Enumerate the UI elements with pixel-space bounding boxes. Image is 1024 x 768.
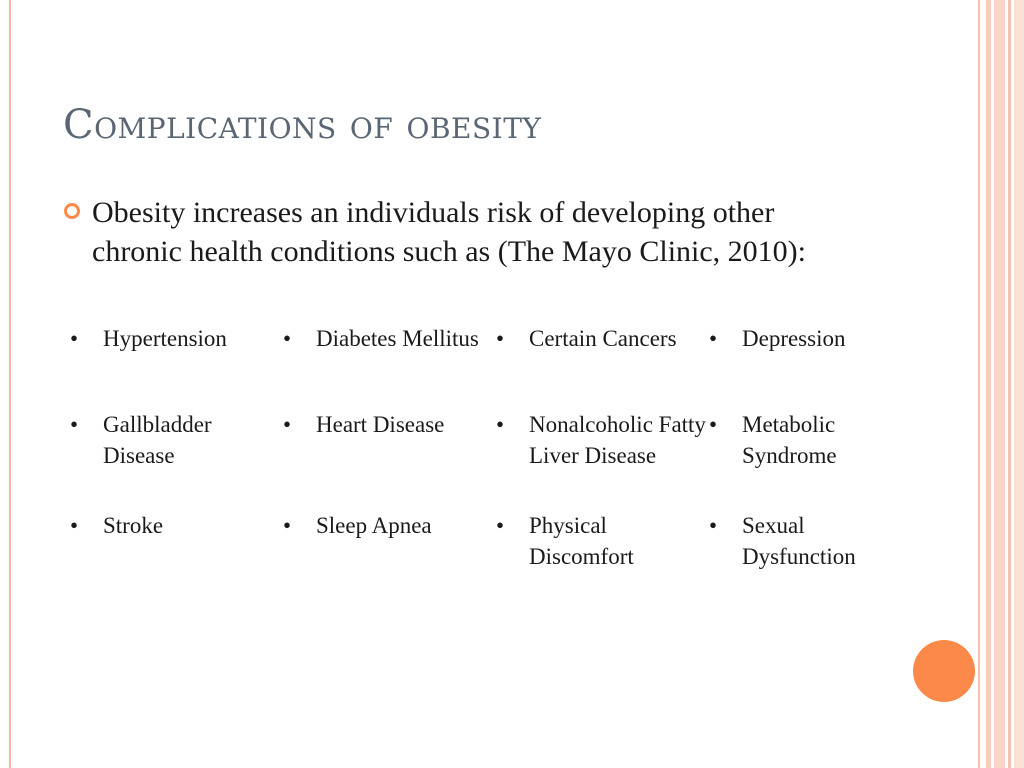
bullet-dot-icon: • bbox=[283, 412, 292, 437]
bullet-dot-icon: • bbox=[70, 513, 79, 538]
condition-label: Sexual Dysfunction bbox=[742, 513, 856, 569]
condition-item bbox=[707, 409, 924, 510]
bullet-dot-icon: • bbox=[709, 412, 718, 437]
condition-item bbox=[281, 323, 494, 409]
conditions-grid bbox=[68, 323, 924, 590]
condition-label: Stroke bbox=[103, 513, 164, 538]
intro-text: Obesity increases an individuals risk of developing other chronic health conditions such as (The Mayo Clinic, 2010): bbox=[92, 196, 807, 268]
stripe bbox=[1014, 0, 1024, 768]
condition-item bbox=[494, 510, 707, 590]
bullet-dot-icon: • bbox=[283, 513, 292, 538]
condition-item bbox=[281, 510, 494, 590]
stripe bbox=[1008, 0, 1011, 768]
stripe bbox=[994, 0, 1005, 768]
condition-label: Metabolic Syndrome bbox=[742, 412, 837, 468]
condition-item bbox=[494, 409, 707, 510]
condition-label: Hypertension bbox=[103, 326, 227, 351]
condition-label: Physical Discomfort bbox=[529, 513, 634, 569]
condition-label: Heart Disease bbox=[316, 412, 445, 437]
bullet-dot-icon: • bbox=[283, 326, 292, 351]
ring-bullet-icon bbox=[64, 203, 80, 219]
condition-item bbox=[494, 323, 707, 409]
right-decorative-stripes bbox=[978, 0, 1024, 768]
bullet-dot-icon: • bbox=[70, 326, 79, 351]
condition-item bbox=[68, 409, 281, 510]
condition-item bbox=[707, 510, 924, 590]
bullet-dot-icon: • bbox=[709, 326, 718, 351]
condition-label: Sleep Apnea bbox=[316, 513, 432, 538]
bullet-dot-icon: • bbox=[496, 326, 505, 351]
bullet-dot-icon: • bbox=[496, 412, 505, 437]
condition-item bbox=[281, 409, 494, 510]
condition-item bbox=[68, 510, 281, 590]
condition-label: Certain Cancers bbox=[529, 326, 677, 351]
bullet-dot-icon: • bbox=[496, 513, 505, 538]
condition-label: Nonalcoholic Fatty Liver Disease bbox=[529, 412, 706, 468]
left-border-line bbox=[9, 0, 11, 768]
condition-label: Gallbladder Disease bbox=[103, 412, 212, 468]
bullet-dot-icon: • bbox=[709, 513, 718, 538]
slide-title: Complications of obesity bbox=[63, 102, 542, 148]
condition-label: Diabetes Mellitus bbox=[316, 326, 479, 351]
orange-circle-decoration bbox=[913, 640, 975, 702]
condition-item bbox=[68, 323, 281, 409]
stripe bbox=[978, 0, 980, 768]
bullet-dot-icon: • bbox=[70, 412, 79, 437]
stripe bbox=[986, 0, 991, 768]
condition-item bbox=[707, 323, 924, 409]
condition-label: Depression bbox=[742, 326, 846, 351]
